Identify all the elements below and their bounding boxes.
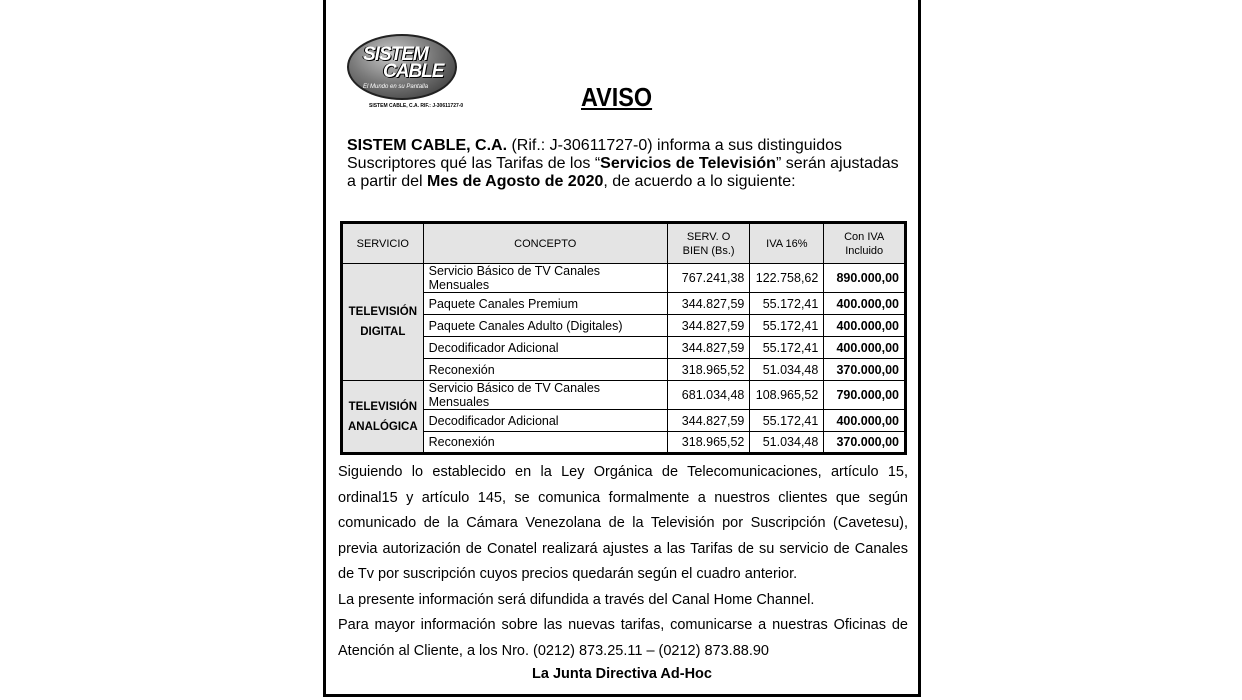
logo-slogan: El Mundo en su Pantalla bbox=[363, 84, 429, 90]
table-row bbox=[342, 315, 906, 337]
row-concept: Servicio Básico de TV Canales Mensuales bbox=[423, 381, 667, 410]
notice-page bbox=[323, 0, 921, 697]
row-base: 681.034,48 bbox=[667, 381, 750, 410]
row-total: 370.000,00 bbox=[824, 359, 906, 381]
body-paragraph-contact: Para mayor información sobre las nuevas tarifas, comunicarse a nuestras Oficinas de Atención al Cliente, a los Nro. (0212) 873.25.11 – (0212) 873.88.90 bbox=[338, 617, 908, 659]
row-total: 370.000,00 bbox=[824, 432, 906, 454]
logo-word-sistem: SISTEM bbox=[363, 44, 428, 65]
row-base: 344.827,59 bbox=[667, 410, 750, 432]
intro-end: , de acuerdo a lo siguiente: bbox=[603, 173, 796, 190]
table-header-row bbox=[342, 223, 906, 264]
header-concept: CONCEPTO bbox=[423, 223, 667, 264]
table-row bbox=[342, 337, 906, 359]
table-row bbox=[342, 381, 906, 410]
rates-table bbox=[340, 221, 907, 455]
row-total: 790.000,00 bbox=[824, 381, 906, 410]
row-concept: Reconexión bbox=[423, 359, 667, 381]
header-service: SERVICIO bbox=[342, 223, 424, 264]
body-text bbox=[338, 460, 908, 664]
body-paragraph-broadcast: La presente información será difundida a través del Canal Home Channel. bbox=[338, 591, 815, 608]
row-base: 344.827,59 bbox=[667, 293, 750, 315]
logo-emblem bbox=[347, 34, 457, 100]
table-row bbox=[342, 264, 906, 293]
header-iva: IVA 16% bbox=[750, 223, 824, 264]
row-iva: 51.034,48 bbox=[750, 432, 824, 454]
row-total: 400.000,00 bbox=[824, 293, 906, 315]
signature: La Junta Directiva Ad-Hoc bbox=[532, 666, 712, 682]
row-iva: 122.758,62 bbox=[750, 264, 824, 293]
row-iva: 55.172,41 bbox=[750, 315, 824, 337]
header-base: SERV. O BIEN (Bs.) bbox=[667, 223, 750, 264]
row-base: 767.241,38 bbox=[667, 264, 750, 293]
table-row bbox=[342, 432, 906, 454]
row-concept: Decodificador Adicional bbox=[423, 337, 667, 359]
group-label-analog: TELEVISIÓN ANALÓGICA bbox=[342, 381, 424, 454]
row-concept: Paquete Canales Premium bbox=[423, 293, 667, 315]
company-logo bbox=[347, 34, 464, 110]
intro-month: Mes de Agosto de 2020 bbox=[427, 173, 604, 190]
row-concept: Paquete Canales Adulto (Digitales) bbox=[423, 315, 667, 337]
row-total: 890.000,00 bbox=[824, 264, 906, 293]
group-label-digital: TELEVISIÓN DIGITAL bbox=[342, 264, 424, 381]
body-paragraph-legal: Siguiendo lo establecido en la Ley Orgánica de Telecomunicaciones, artículo 15, ordinal15 y artículo 145, se comunica formalmente a nuestros clientes que según comunicado de la Cámara Venezolana de la Televisión por Suscripción (Cavetesu), previa autorización de Conatel realizará ajustes a las Tarifas de su servicio de Canales de Tv por suscripción cuyos precios quedarán según el cuadro anterior. bbox=[338, 464, 908, 582]
row-iva: 51.034,48 bbox=[750, 359, 824, 381]
row-concept: Decodificador Adicional bbox=[423, 410, 667, 432]
row-iva: 55.172,41 bbox=[750, 337, 824, 359]
row-base: 344.827,59 bbox=[667, 337, 750, 359]
table-row bbox=[342, 359, 906, 381]
intro-rif: (Rif.: J-30611727-0) informa a sus distinguidos Suscriptores qué las Tarifas de los “ bbox=[347, 137, 842, 172]
logo-company-line: SISTEM CABLE, C.A. RIF.: J-30611727-0 bbox=[369, 103, 464, 109]
row-iva: 108.965,52 bbox=[750, 381, 824, 410]
intro-services: Servicios de Televisión bbox=[600, 155, 776, 172]
logo-word-cable: CABLE bbox=[383, 61, 444, 82]
intro-paragraph bbox=[347, 137, 902, 191]
intro-middle: ” serán ajustadas a partir del bbox=[347, 155, 899, 190]
intro-company: SISTEM CABLE, C.A. bbox=[347, 137, 508, 154]
row-total: 400.000,00 bbox=[824, 410, 906, 432]
row-base: 318.965,52 bbox=[667, 359, 750, 381]
table-row bbox=[342, 410, 906, 432]
row-iva: 55.172,41 bbox=[750, 293, 824, 315]
row-concept: Servicio Básico de TV Canales Mensuales bbox=[423, 264, 667, 293]
row-total: 400.000,00 bbox=[824, 337, 906, 359]
row-base: 344.827,59 bbox=[667, 315, 750, 337]
notice-title: AVISO bbox=[581, 82, 653, 112]
table-row bbox=[342, 293, 906, 315]
row-base: 318.965,52 bbox=[667, 432, 750, 454]
row-total: 400.000,00 bbox=[824, 315, 906, 337]
row-concept: Reconexión bbox=[423, 432, 667, 454]
header-total: Con IVA Incluido bbox=[824, 223, 906, 264]
row-iva: 55.172,41 bbox=[750, 410, 824, 432]
